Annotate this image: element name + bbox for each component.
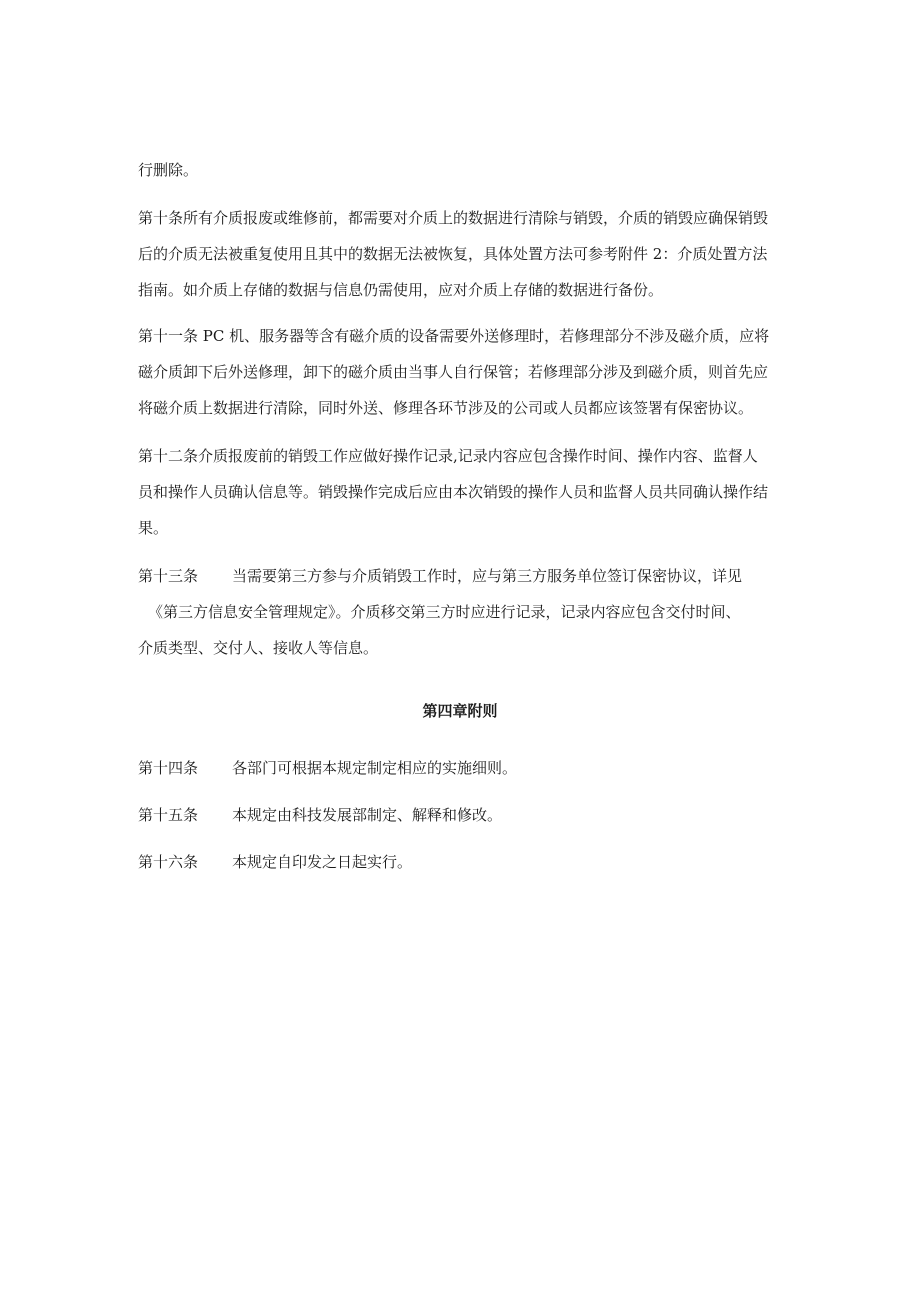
text-line: [138, 750, 788, 786]
article-11: [138, 318, 788, 426]
text-line: [138, 558, 788, 594]
text-line: 指南。如介质上存储的数据与信息仍需使用，应对介质上存储的数据进行备份。: [138, 281, 664, 299]
article-number: 第十五条: [138, 806, 199, 824]
text-line: 员和操作人员确认信息等。销毁操作完成后应由本次销毁的操作人员和监督人员共同确认操作结: [138, 483, 769, 501]
article-body: 本规定由科技发展部制定、解释和修改。: [232, 806, 503, 824]
text-line: 介质类型、交付人、接收人等信息。: [138, 639, 379, 657]
article-16: [138, 844, 788, 880]
text-line: 后的介质无法被重复使用且其中的数据无法被恢复，具体处置方法可参考附件 2：介质处置方法: [138, 245, 768, 263]
article-12: [138, 438, 788, 546]
text-line: [138, 797, 788, 833]
text-line: 行删除。: [138, 161, 199, 179]
article-number: 第十四条: [138, 759, 199, 777]
text-line: [138, 844, 788, 880]
article-body: 当需要第三方参与介质销毁工作时，应与第三方服务单位签订保密协议，详见: [232, 567, 743, 585]
article-body: 各部门可根据本规定制定相应的实施细则。: [232, 759, 518, 777]
text-line: 第十条所有介质报废或维修前，都需要对介质上的数据进行清除与销毁，介质的销毁应确保销毁: [138, 209, 769, 227]
text-line: 果。: [138, 519, 169, 537]
article-number: 第十三条: [138, 567, 199, 585]
chapter-title: 第四章附则: [422, 702, 498, 720]
text-line: 将磁介质上数据进行清除，同时外送、修理各环节涉及的公司或人员都应该签署有保密协议。: [138, 399, 754, 417]
paragraph-continuation: [138, 152, 788, 188]
text-line: 《第三方信息安全管理规定》。介质移交第三方时应进行记录，记录内容应包含交付时间、: [148, 603, 741, 621]
article-10: [138, 200, 788, 308]
article-13: [138, 558, 788, 666]
text-line: 第十二条介质报废前的销毁工作应做好操作记录,记录内容应包含操作时间、操作内容、监督人: [138, 447, 758, 465]
text-line: 磁介质卸下后外送修理，卸下的磁介质由当事人自行保管；若修理部分涉及到磁介质，则首先应: [138, 363, 769, 381]
article-15: [138, 797, 788, 833]
article-number: 第十六条: [138, 853, 199, 871]
text-line: 第十一条 PC 机、服务器等含有磁介质的设备需要外送修理时，若修理部分不涉及磁介质，应将: [138, 327, 770, 345]
article-14: [138, 750, 788, 786]
article-body: 本规定自印发之日起实行。: [232, 853, 413, 871]
